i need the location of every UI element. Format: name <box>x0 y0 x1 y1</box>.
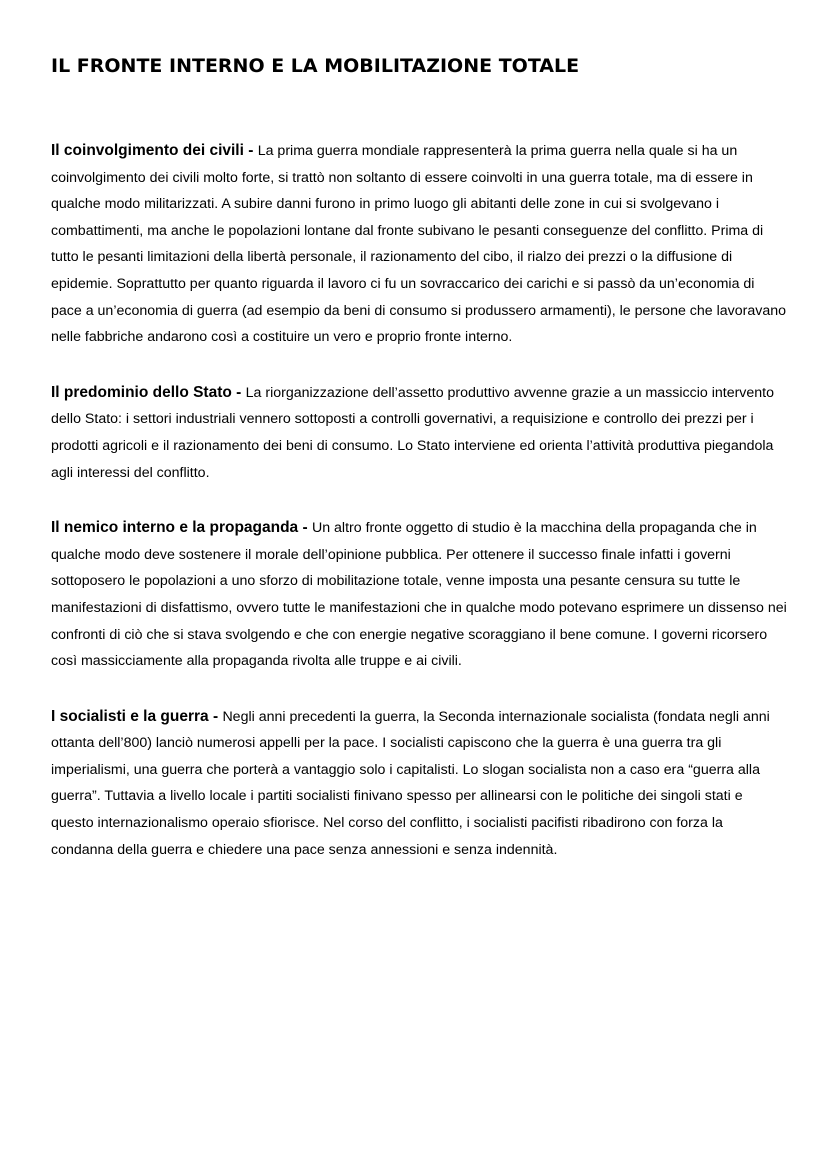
section-socialisti-guerra <box>51 704 788 864</box>
section-heading: Il nemico interno e la propaganda - <box>51 519 312 537</box>
page-title: IL FRONTE INTERNO E LA MOBILITAZIONE TOTALE <box>51 55 580 77</box>
section-body: Un altro fronte oggetto di studio è la macchina della propaganda che in qualche modo deve sostenere il morale dell’opinione pubblica. Per ottenere il successo finale infatti i governi sottoposero le popolazioni a uno sforzo di mobilitazione totale, venne imposta una pesante censura su tutte le manifestazioni di disfattismo, ovvero tutte le manifestazioni che in qualche modo potevano esprimere un dissenso nei confronti di ciò che si stava svolgendo e che con energie negative scoraggiano il bene comune. I governi ricorsero così massicciamente alla propaganda rivolta alle truppe e ai civili. <box>51 520 787 670</box>
section-body: Negli anni precedenti la guerra, la Seconda internazionale socialista (fondata negli anni ottanta dell’800) lanciò numerosi appelli per la pace. I socialisti capiscono che la guerra è una guerra tra gli imperialismi, una guerra che porterà a vantaggio solo i capitalisti. Lo slogan socialista non a caso era “guerra alla guerra”. Tuttavia a livello locale i partiti socialisti finivano spesso per allinearsi con le politiche dei singoli stati e questo internazionalismo operaio sfiorisce. Nel corso del conflitto, i socialisti pacifisti ribadirono con forza la condanna della guerra e chiedere una pace senza annessioni e senza indennità. <box>51 708 770 858</box>
section-heading: I socialisti e la guerra - <box>51 707 223 725</box>
section-predominio-stato <box>51 380 788 486</box>
section-body: La prima guerra mondiale rappresenterà la prima guerra nella quale si ha un coinvolgimento dei civili molto forte, si trattò non soltanto di essere coinvolti in una guerra totale, ma di essere in qualche modo militarizzati. A subire danni furono in primo luogo gli abitanti delle zone in cui si svolgevano i combattimenti, ma anche le popolazioni lontane dal fronte subivano le pesanti conseguenze del conflitto. Prima di tutto le pesanti limitazioni della libertà personale, il razionamento del cibo, il rialzo dei prezzi o la diffusione di epidemie. Soprattutto per quanto riguarda il lavoro ci fu un sovraccarico dei carichi e si passò da un’economia di pace a un’economia di guerra (ad esempio da beni di consumo si produssero armamenti), le persone che lavoravano nelle fabbriche andarono così a costituire un vero e proprio fronte interno. <box>51 143 787 346</box>
section-heading: Il predominio dello Stato - <box>51 383 246 401</box>
section-coinvolgimento-civili <box>51 138 788 351</box>
section-nemico-interno-propaganda <box>51 515 788 675</box>
section-body: La riorganizzazione dell’assetto produttivo avvenne grazie a un massiccio intervento dello Stato: i settori industriali vennero sottoposti a controlli governativi, a requisizione e controllo dei prezzi per i prodotti agricoli e il razionamento dei beni di consumo. Lo Stato interviene ed orienta l’attività produttiva piegandola agli interessi del conflitto. <box>51 384 775 481</box>
section-heading: Il coinvolgimento dei civili - <box>51 142 258 159</box>
